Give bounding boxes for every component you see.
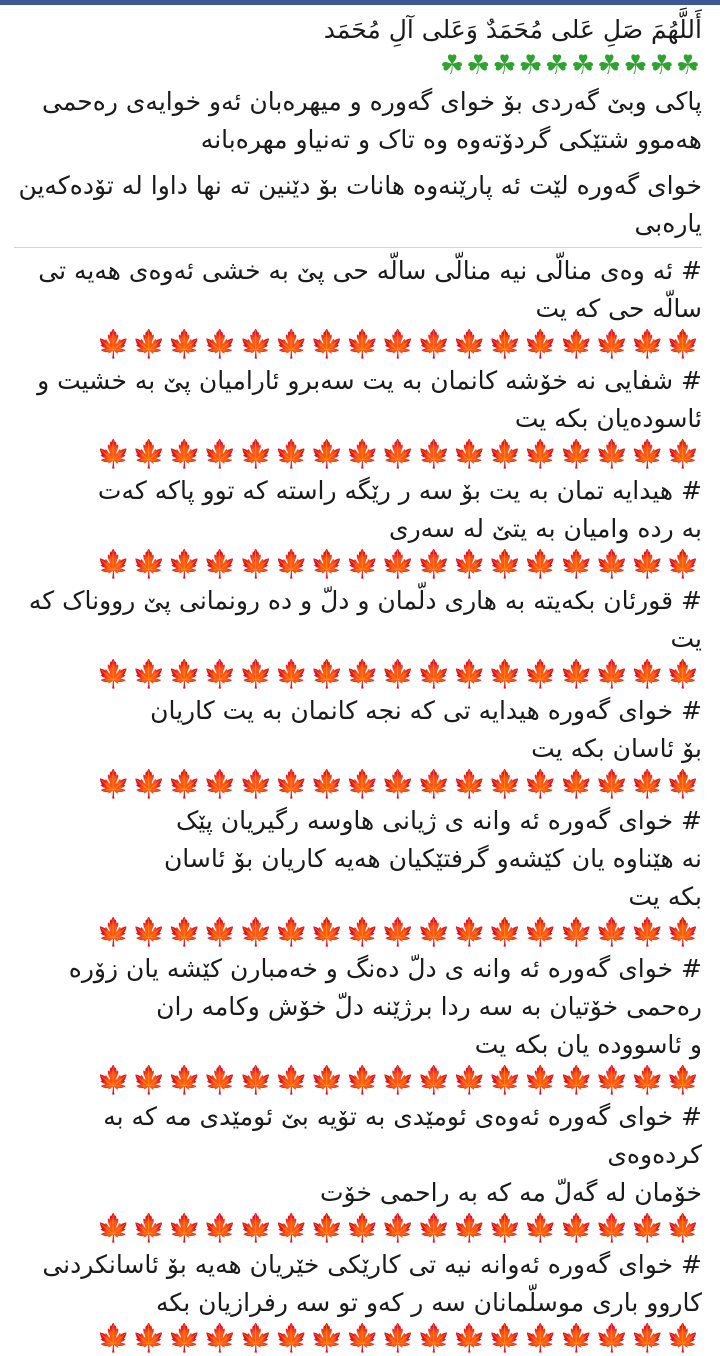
supplication-5-line-1: # خوای گەورە هیدایە تی کە نجە کانمان بە یت کاریان — [150, 696, 702, 725]
maple-leaf-icon: 🍁🍁🍁🍁🍁🍁🍁🍁🍁🍁🍁🍁🍁🍁🍁🍁🍁 — [96, 1213, 702, 1244]
supplication-6-line-3: بکە یت — [628, 882, 702, 911]
supplication-8-line-2: خۆمان لە گەلّ مە کە بە راحمی خۆت — [320, 1178, 702, 1207]
supplication-5-line-2: بۆ ئاسان بکە یت — [531, 734, 702, 763]
supplication-6-line-2: نە هێناوە یان کێشەو گرفتێکیان هەیە کاریان بۆ ئاسان — [163, 844, 702, 873]
supplication-4-line-1: # قورئان بکەیتە بە هاری دلّمان و دلّ و دە رونمانی پێ رووناک کە یت — [28, 586, 702, 653]
maple-leaf-icon: 🍁🍁🍁🍁🍁🍁🍁🍁🍁🍁🍁🍁🍁🍁🍁🍁🍁 — [96, 917, 702, 948]
maple-leaf-icon: 🍁🍁🍁🍁🍁🍁🍁🍁🍁🍁🍁🍁🍁🍁🍁🍁🍁 — [96, 1065, 702, 1096]
maple-leaf-icon: 🍁🍁🍁🍁🍁🍁🍁🍁🍁🍁🍁🍁🍁🍁🍁🍁🍁 — [96, 439, 702, 470]
paragraph-2-line-2: یارەبی — [634, 209, 702, 238]
maple-leaf-icon: 🍁🍁🍁🍁🍁🍁🍁🍁🍁🍁🍁🍁🍁🍁🍁🍁🍁 — [96, 769, 702, 800]
maple-leaf-icon: 🍁🍁🍁🍁🍁🍁🍁🍁🍁🍁🍁🍁🍁🍁🍁🍁🍁 — [96, 329, 702, 360]
supplication-3-line-1: # هیدایە تمان بە یت بۆ سە ر رێگە راستە کە توو پاکە کەت — [97, 476, 702, 505]
supplication-2-line-2: ئاسودەیان بکە یت — [514, 404, 702, 433]
maple-leaf-icon: 🍁🍁🍁🍁🍁🍁🍁🍁🍁🍁🍁🍁🍁🍁🍁🍁🍁 — [96, 549, 702, 580]
post-body — [0, 5, 720, 1356]
supplication-7-line-3: و ئاسوودە یان بکە یت — [474, 1030, 702, 1059]
supplication-7-line-2: رەحمی خۆتیان بە سە ردا برژێنە دلّ خۆش وکامە ران — [156, 992, 702, 1021]
divider — [14, 247, 702, 248]
supplication-6-line-1: # خوای گەورە ئە وانە ی ژیانی هاوسە رگیریان پێک — [175, 806, 702, 835]
supplication-1-line-1: # ئە وەی منالّی نیە منالّی سالّە حی پێ بە خشی ئەوەی هەیە تی — [38, 256, 702, 285]
supplication-9-line-1: # خوای گەورە ئەوانە نیە تی کارێکی خێریان هەیە بۆ ئاسانکردنی — [42, 1250, 702, 1279]
maple-leaf-icon: 🍁🍁🍁🍁🍁🍁🍁🍁🍁🍁🍁🍁🍁🍁🍁🍁🍁 — [96, 659, 702, 690]
supplication-1-line-2: سالّە حی کە یت — [535, 294, 702, 323]
supplication-9-line-2: کاروو باری موسلّمانان سە ر کەو تو سە رفرازیان بکە — [156, 1288, 702, 1317]
paragraph-1-line-1: پاکی وبێ گەردی بۆ خوای گەورە و میهرەبان ئەو خوایەی رەحمی — [42, 87, 702, 116]
supplication-8-line-1: # خوای گەورە ئەوەی ئومێدی بە تۆیە بێ ئومێدی مە کە بە کردەوەی — [103, 1102, 702, 1169]
supplication-3-line-2: بە ردە وامیان بە یتێ لە سەری — [389, 514, 702, 543]
salawat-title: أَللَّهُمَ صَلِ عَلى مُحَمَدٌ وَعَلى آلِ مُحَمَد — [323, 15, 702, 44]
maple-leaf-icon: 🍁🍁🍁🍁🍁🍁🍁🍁🍁🍁🍁🍁🍁🍁🍁🍁🍁 — [96, 1323, 702, 1354]
supplication-7-line-1: # خوای گەورە ئە وانە ی دلّ دەنگ و خەمبارن کێشە یان زۆرە — [68, 954, 702, 983]
paragraph-1-line-2: هەموو شتێکی گردۆتەوە وە تاک و تەنیاو مهرەبانە — [200, 125, 702, 154]
shamrock-icon: ☘☘☘☘☘☘☘☘☘☘ — [439, 50, 702, 81]
paragraph-2-line-1: خوای گەورە لێت ئە پارێنەوە هانات بۆ دێنین تە نها داوا لە تۆدەکەین — [18, 171, 702, 200]
supplication-2-line-1: # شفایی نە خۆشە کانمان بە یت سەبرو ئارامیان پێ بە خشیت و — [37, 366, 702, 395]
